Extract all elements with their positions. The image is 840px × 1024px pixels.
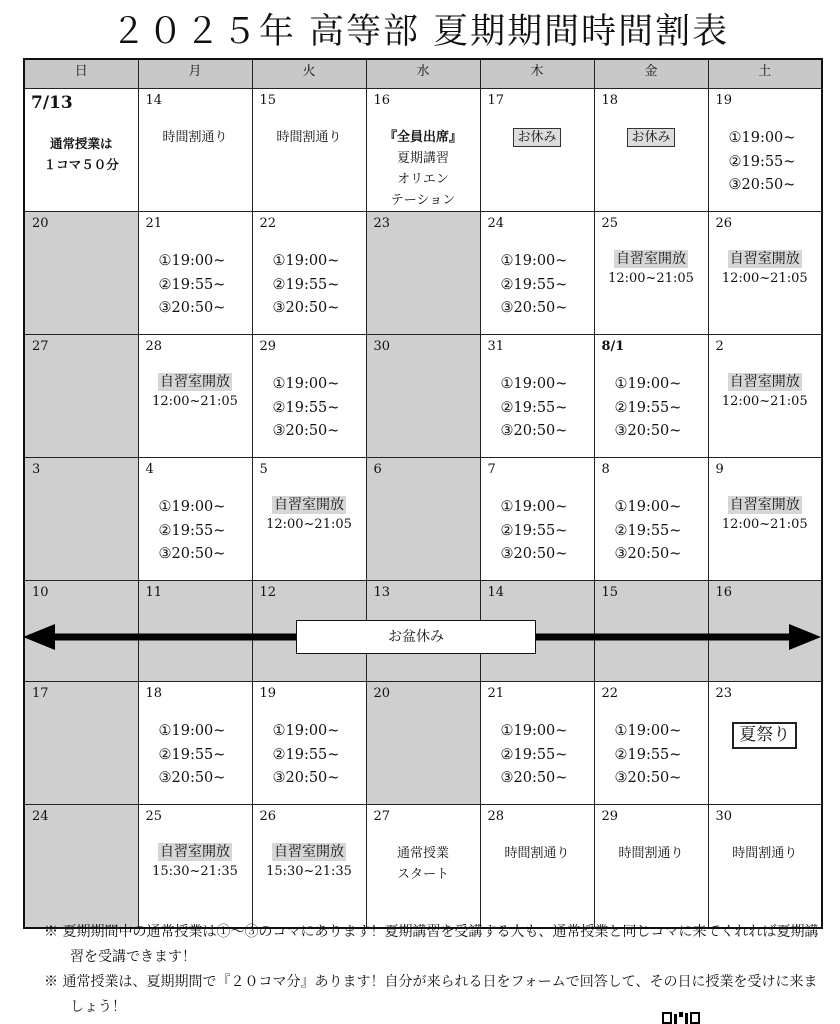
day-cell [24, 458, 138, 581]
day-number: 12 [259, 585, 277, 600]
holiday-note: お休み [595, 127, 708, 148]
day-number: 30 [373, 339, 391, 354]
lesson-schedule: ①19:00~ ②19:55~ ③20:50~ [272, 723, 340, 786]
day-cell [594, 89, 708, 212]
day-cell [708, 89, 822, 212]
week-row-6 [24, 682, 822, 805]
week-row-2 [24, 212, 822, 335]
day-cell [708, 458, 822, 581]
day-note: 時間割通り [504, 846, 570, 861]
day-number: 7/13 [31, 93, 73, 113]
day-number: 14 [145, 93, 163, 108]
day-number: 20 [32, 216, 49, 231]
day-number: 29 [601, 809, 619, 824]
day-cell [708, 805, 822, 929]
day-number: 19 [259, 686, 277, 701]
lesson-schedule: ①19:00~ ②19:55~ ③20:50~ [158, 723, 226, 786]
day-cell [366, 212, 480, 335]
day-number: 7 [487, 462, 496, 477]
day-cell [138, 335, 252, 458]
lesson-schedule: ①19:00~ ②19:55~ ③20:50~ [614, 376, 682, 439]
weekday-thu: 木 [480, 59, 594, 89]
day-cell [366, 89, 480, 212]
day-number: 23 [373, 216, 391, 231]
day-cell [594, 581, 708, 682]
lesson-schedule: ①19:00~ ②19:55~ ③20:50~ [500, 253, 568, 316]
day-number: 31 [487, 339, 505, 354]
lesson-schedule: ①19:00~ ②19:55~ ③20:50~ [500, 723, 568, 786]
day-cell [594, 805, 708, 929]
day-cell [708, 335, 822, 458]
day-number: 3 [32, 462, 41, 477]
day-cell [138, 682, 252, 805]
weekday-header-row [24, 59, 822, 89]
day-number: 21 [145, 216, 163, 231]
day-cell [138, 458, 252, 581]
orientation-note: 『全員出席』 夏期講習 オリエン テーション [383, 130, 462, 208]
day-cell [480, 682, 594, 805]
day-number: 22 [259, 216, 277, 231]
day-number: 4 [145, 462, 154, 477]
day-number: 28 [145, 339, 163, 354]
week-row-3 [24, 335, 822, 458]
day-cell [480, 89, 594, 212]
day-cell [24, 335, 138, 458]
study-room-open: 自習室開放 15:30~21:35 [266, 844, 352, 879]
week-row-4 [24, 458, 822, 581]
day-cell [252, 89, 366, 212]
lesson-schedule: ①19:00~ ②19:55~ ③20:50~ [500, 376, 568, 439]
holiday-note: お休み [481, 127, 594, 148]
day-number: 14 [487, 585, 505, 600]
notes [44, 920, 824, 1020]
weekday-sun: 日 [24, 59, 138, 89]
weekday-tue: 火 [252, 59, 366, 89]
day-number: 23 [715, 686, 733, 701]
day-number: 26 [259, 809, 277, 824]
day-cell [366, 682, 480, 805]
day-number: 25 [601, 216, 619, 231]
day-number: 21 [487, 686, 505, 701]
lesson-schedule: ①19:00~ ②19:55~ ③20:50~ [158, 499, 226, 562]
day-number: 13 [373, 585, 391, 600]
note-1: ※ 夏期期間中の通常授業は①～③のコマにあります！夏期講習を受講する人も、通常授業と同じコマに来てくれれば夏期講習を受講できます！ [44, 924, 819, 965]
weekday-sat: 土 [708, 59, 822, 89]
lesson-schedule: ①19:00~ ②19:55~ ③20:50~ [272, 376, 340, 439]
day-cell [24, 682, 138, 805]
day-cell [480, 212, 594, 335]
day-number: 30 [715, 809, 733, 824]
day-note: 時間割通り [276, 130, 342, 145]
obon-label: お盆休み [296, 620, 536, 654]
lesson-schedule: ①19:00~ ②19:55~ ③20:50~ [158, 253, 226, 316]
day-cell [138, 581, 252, 682]
day-cell [708, 212, 822, 335]
day-number: 11 [145, 585, 163, 600]
day-number: 6 [373, 462, 382, 477]
study-room-open: 自習室開放 15:30~21:35 [152, 844, 238, 879]
day-cell [24, 89, 138, 212]
day-cell [708, 581, 822, 682]
weekday-fri: 金 [594, 59, 708, 89]
day-cell [708, 682, 822, 805]
day-number: 20 [373, 686, 391, 701]
lesson-length-note: 通常授業は １コマ５０分 [43, 136, 119, 172]
day-cell [480, 458, 594, 581]
day-cell [594, 682, 708, 805]
classes-start-note: 通常授業 スタート [396, 846, 449, 882]
day-number: 18 [601, 93, 619, 108]
day-cell [138, 89, 252, 212]
day-number: 19 [715, 93, 733, 108]
study-room-open: 自習室開放 12:00~21:05 [152, 374, 238, 409]
day-note: 時間割通り [732, 846, 798, 861]
day-number: 18 [145, 686, 163, 701]
day-cell [252, 458, 366, 581]
day-number: 28 [487, 809, 505, 824]
festival-note: 夏祭り [709, 720, 822, 749]
day-number: 24 [32, 809, 49, 824]
day-number: 16 [373, 93, 391, 108]
lesson-schedule: ①19:00~ ②19:55~ ③20:50~ [728, 130, 796, 193]
study-room-open: 自習室開放 12:00~21:05 [721, 374, 808, 409]
day-cell [252, 805, 366, 929]
day-number: 17 [487, 93, 505, 108]
day-cell [366, 335, 480, 458]
weekday-wed: 水 [366, 59, 480, 89]
study-room-open: 自習室開放 12:00~21:05 [266, 497, 352, 532]
day-cell [252, 335, 366, 458]
day-number: 5 [259, 462, 268, 477]
day-note: 時間割通り [618, 846, 684, 861]
day-cell [138, 805, 252, 929]
day-cell [594, 458, 708, 581]
day-cell [480, 805, 594, 929]
day-cell [366, 458, 480, 581]
note-2: ※ 通常授業は、夏期期間で『２０コマ分』あります！自分が来られる日をフォームで回答して、その日に授業を受けに来ましょう！ [44, 974, 818, 1015]
day-number: 15 [601, 585, 619, 600]
qr-code-icon [662, 1010, 702, 1024]
day-number: 9 [715, 462, 724, 477]
lesson-schedule: ①19:00~ ②19:55~ ③20:50~ [614, 723, 682, 786]
lesson-schedule: ①19:00~ ②19:55~ ③20:50~ [272, 253, 340, 316]
day-number: 24 [487, 216, 505, 231]
day-number: 15 [259, 93, 277, 108]
day-number: 8 [601, 462, 610, 477]
day-number: 17 [32, 686, 49, 701]
day-cell [24, 805, 138, 929]
day-cell [252, 212, 366, 335]
day-cell [24, 212, 138, 335]
day-cell [594, 335, 708, 458]
calendar-table [23, 58, 823, 929]
day-number: 8/1 [601, 339, 625, 354]
week-row-1 [24, 89, 822, 212]
weekday-mon: 月 [138, 59, 252, 89]
study-room-open: 自習室開放 12:00~21:05 [721, 251, 808, 286]
day-number: 22 [601, 686, 619, 701]
day-number: 2 [715, 339, 724, 354]
lesson-schedule: ①19:00~ ②19:55~ ③20:50~ [500, 499, 568, 562]
lesson-schedule: ①19:00~ ②19:55~ ③20:50~ [614, 499, 682, 562]
week-row-7 [24, 805, 822, 929]
day-cell [594, 212, 708, 335]
day-number: 26 [715, 216, 733, 231]
day-cell [366, 805, 480, 929]
study-room-open: 自習室開放 12:00~21:05 [608, 251, 694, 286]
day-number: 27 [373, 809, 391, 824]
day-number: 16 [715, 585, 733, 600]
day-cell [252, 682, 366, 805]
day-cell [24, 581, 138, 682]
day-note: 時間割通り [162, 130, 228, 145]
day-cell [480, 335, 594, 458]
day-number: 25 [145, 809, 163, 824]
study-room-open: 自習室開放 12:00~21:05 [721, 497, 808, 532]
day-number: 29 [259, 339, 277, 354]
page-title: ２０２５年 高等部 夏期期間時間割表 [110, 12, 730, 52]
day-number: 10 [32, 585, 49, 600]
day-cell [138, 212, 252, 335]
day-number: 27 [32, 339, 49, 354]
